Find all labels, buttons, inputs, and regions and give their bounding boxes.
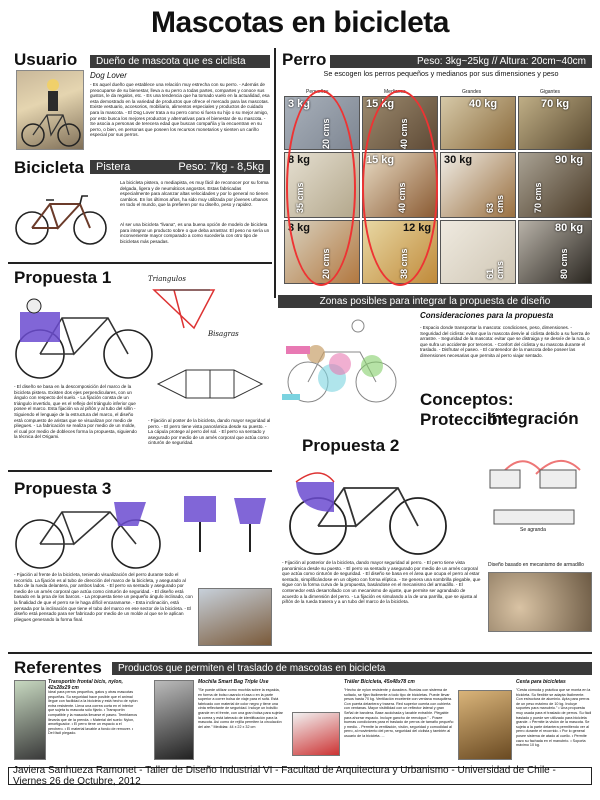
- propuesta3-heading: Propuesta 3: [14, 479, 112, 498]
- divider: [8, 262, 272, 264]
- propuesta3-bike-drawing: [10, 496, 170, 570]
- dog-height: 70 cms: [533, 182, 543, 213]
- footer-text: Javiera Sanhueza Ramonet - Taller de Diseño Industrial VI - Facultad de Arquitectura y Urbanismo - Universidad de Chile - Viernes 26 de Octubre, 2012: [13, 765, 556, 787]
- dog-weight: 80 kg: [555, 222, 584, 234]
- ref-photo-3: [292, 712, 340, 756]
- propuesta2-heading: Propuesta 2: [302, 436, 400, 455]
- zonas-bar-label: Zonas posibles para integrar la propuesta de diseño: [319, 296, 551, 307]
- dog-cell: [518, 220, 592, 284]
- perro-bar-label: Peso: 3kg~25kg // Altura: 20cm~40cm: [417, 56, 586, 67]
- selection-ring-medium: [362, 90, 438, 286]
- dog-weight: 3 kg: [288, 222, 311, 234]
- bicicleta-text-1: La bicicleta pistera, o mediapista, es muy fácil de reconocer por su forma delgada, ligera y de neumáticos angostos. Estas fabricadas especialmente para alcanzar altas velocidades y por lo general no tienen cambios. En los últimos años, ha sido muy utilizada por jóvenes urbanos en todo el mundo, que la prefieren por su diseño, peso y rapidez.: [120, 180, 269, 208]
- propuesta1-text: - El diseño se basa en la descomposición del marco de la bicicleta pistera. Existen dos ejes perpendiculares, con un ángulo con respecto del suelo. - La fijación consta de un triángulo invertido, que es el reflejo del triángulo inferior que posee el marco. Esta fijación va al piñón y al tubo del sillín - Siguiendo el lenguaje de la estructura del marco, el diseño está compuesto de aristas que se visualizan por medio de pliegues. - La fabricación se realiza por medio de un molde, el cual por medio de dobleces forma la propuesta, siguiendo la técnica del Origami.: [14, 384, 137, 440]
- zonas-diagram: [280, 312, 400, 412]
- bicicleta-weight: Peso: 7kg - 8,5kg: [178, 161, 264, 173]
- dog-weight: 70 kg: [541, 98, 570, 110]
- dog-height: 38 cms: [399, 248, 409, 279]
- armadillo-photo: [488, 572, 592, 632]
- consideraciones-text: - Espacio donde transportar la mascota: condiciones, peso, dimensiones. - Seguridad del ciclista: evitar que la mascota desvíe al ciclista debido a su fuerza de arrastre. - Seguridad de la mascota: evitar que se distraiga y se desvíe de la ruta, o que sufra un accidente por terceros. - Confort del ciclista y su mascota durante el traslado. - Disfrutar el paseo. - El contenedor de la mascota debe poseer las dimensiones necesarias que permita al perro viajar sentado.: [420, 325, 590, 358]
- ref-photo-1: [14, 680, 46, 760]
- ref-text-2: "Se puede utilizar como mochila sobre la espalda, en forma de bolso usando el asa o en la parte superior a correr bolsa de viaje para el sofá. Está fabricado con material de color negro y tiene una cinta reflectante de seguridad. Incluye un bolsillo grande en el frente, con una gran bolsa para sujetar la correa y está laterado de identificación para la mascota. Así como de rejilla permiten la circulación del aire." Medidas: 44 x 22 x 32 cm: [198, 688, 283, 729]
- consideraciones-title: Consideraciones para la propuesta: [420, 311, 554, 320]
- propuesta1-bike-drawing: [10, 292, 160, 382]
- referentes-heading: Referentes: [14, 658, 102, 677]
- boat-photo: [198, 588, 272, 646]
- propuesta1-text-2: - Fijación al poster de la bicicleta, dando mayor seguridad al perro. - El perro tiene vista panorámica desde su puesto. - La cápula protege al perro del sol. - El perro va sentado y asegurado por medio de un arnés corporal que actúa como cinturón de seguridad.: [148, 418, 271, 446]
- conceptos-integracion: Integración: [487, 409, 579, 428]
- propuesta3-front-view-2: [228, 486, 272, 556]
- dog-lover-photo: [16, 70, 84, 150]
- dog-weight: 8 kg: [288, 154, 311, 166]
- dog-cell: [518, 152, 592, 218]
- propuesta2-bike-drawing: [280, 460, 460, 560]
- divider: [8, 652, 592, 654]
- molde-pattern: [150, 360, 270, 410]
- dog-cell: [440, 152, 516, 218]
- dog-weight: 30 kg: [444, 154, 473, 166]
- ref-title-4: Cesta para bicicletas: [516, 679, 566, 685]
- bicicleta-text-2: Al ser una bicicleta "livana", es una buena opción de modelo de bicicleta para integrar un producto sobre o que deba arrastrar. El peso no sería un inconveniente mayor comparado a como sucedería con otro tipo de bicicletas más pesadas.: [120, 222, 270, 244]
- usuario-text: - Es aquel dueño que establece una relación muy estrecha con su perro. - Además de preocuparse de su bienestar, lleva a su perro a todas partes, compartes y conoce sus gustos, le da regalos, etc. - Es una tendencia que ha tomado vuelo en la actualidad, esa esta demostrado en la variedad de productos que ofrece el mercado para las mascotas. Existe vestuario, accesorios, mobiliario, alimentos especiales y productos de cuidado para la mascota. - El Dog Lover trata a su perro como si fuera su hijo o su mejor amigo, por esto busca los mejores productos y alternativas para el bienestar de su mascota. - Se asocia a personas de terecera edad que buscan compañía y la encuentran en su perro, o bien, en personas que poseen los recursos monetarios y sienten un cariño especial por sus perros.: [90, 82, 270, 138]
- propuesta1-heading: Propuesta 1: [14, 268, 112, 287]
- ref-title-2: Mochila Smart Bag Triple Use: [198, 679, 269, 685]
- dog-height: 80 cms: [559, 248, 569, 279]
- label-triangulos: Triangulos: [148, 275, 186, 283]
- propuesta3-front-view: [176, 486, 224, 556]
- ref-title-3: Tráiler Bicicleta, 45x48x78 cm: [344, 679, 415, 685]
- dog-cell: [440, 220, 516, 284]
- perro-caption: Se escogen los perros pequeños y medianos por sus dimensiones y peso: [323, 69, 559, 78]
- label-bisagras: Bisagras: [208, 330, 239, 338]
- col-head-pequenos: Pequeños: [306, 89, 329, 95]
- ref-text-4: "Cesta cómoda y práctica que se monta en la bicicleta. Su flexible se adapta fácilmente. Con estructura de aluminio. Apta para perros de un peso máximo de 10 kg. Incluye soportes para manubrio." • Una propuesta muy usada para el traslado de perros. Su fácil traslado y puede ser utilizado para bicicleta grande. • Permite la visión de la mascota. Se sujeta a la parte delantera permitiendo ver al perro durante el recorrido. • Por lo general posee sistema de atado al cuello. • Permite cazo su fachada en el manubrio. • Soporta máximo 10 kg.: [516, 688, 592, 748]
- dog-weight: 15 kg: [366, 154, 395, 166]
- col-head-grandes: Grandes: [462, 89, 482, 95]
- dog-cell: [440, 96, 516, 150]
- col-head-gigantes: Gigantes: [540, 89, 561, 95]
- zonas-bar: [278, 295, 592, 308]
- cyclist-illustration: [17, 71, 85, 151]
- bicicleta-bar: [90, 160, 270, 174]
- dog-weight: 15 kg: [366, 98, 395, 110]
- selection-ring-small: [286, 90, 356, 286]
- dog-height: 40 cms: [399, 118, 409, 149]
- usuario-bar-label: Dueño de mascota que es ciclista: [96, 56, 246, 67]
- ref-text-1: Ideal para perros pequeños, gatos y otras mascotas pequeñas. Su seguridad hace posible que el animal llegue con facilidad a la bicicleta y está hecho de nylon extra resistente. Lleva una correa corta en el interior que sujeta tu mascota sólo fijarlo. • Transportín compatible y la mascota llevarse el paseo. Temblamos llevarla que de la prenda. • Material del suelo: Nylon, amortiguador. • El perro tiene un espacio a el perchero. • El material lavable a fondo de remover. • Del fácil plegado.: [48, 690, 138, 736]
- armadillo-mechanism-diagram: [480, 440, 590, 550]
- dog-weight: 12 kg: [403, 222, 432, 234]
- pistera-bike-illustration: [14, 188, 109, 248]
- dog-weight: 90 kg: [555, 154, 584, 166]
- bicicleta-type: Pistera: [96, 161, 131, 173]
- ref-title-1: Transportín frontal bicis, nylon, 42x28x29 cm: [48, 679, 123, 691]
- perro-bar: [330, 55, 592, 68]
- dog-height: 20 cms: [321, 248, 331, 279]
- dog-weight: 40 kg: [469, 98, 498, 110]
- se-agranda-label: Se agranda: [520, 527, 546, 533]
- propuesta2-text: - Fijación al posterior de la bicicleta, dando mayor seguridad al perro. - El perro tiene vista panorámica desde su puesto. - El perro va sentado y asegurado por medio de un arnés corporal que actúa como cinturón de seguridad. - El diseño se basa en el área que ocupa el perro al estar sentado, simplificándose en un objeto con forma elíptica. - Se genera una sombrilla plegable, que sigue con la forma curva de la propuesta, basándose en el mecanismo del armadillo. - El contenedor está desarrollado con un mecanismo de ajuste, que permite ser agrandado de acuerdo a la dimensión del perro. - La fijación es simulando a la de una parrilla, que se ajusta al piñón de la rueda trasera y a un tubo del marco de la bicicleta.: [282, 560, 481, 605]
- divider: [8, 470, 272, 472]
- dog-weight: 3 kg: [288, 98, 311, 110]
- dog-height: 20 cms: [321, 118, 331, 149]
- dog-height: 63 cms: [485, 194, 505, 213]
- dog-height: 61 cms: [485, 260, 505, 279]
- dog-height: 35 cms: [295, 182, 305, 213]
- propuesta3-text: - Fijación al frente de la bicicleta, teniendo visualización del perro durante todo el recorrido. La fijación es al tubo de dirección del marco de la bicicleta, y asegurado al tubo de la rueda delantera, por ambos lados. - El perro va sentado y asegurado por medio de un arnés corporal que actúa como cinturón de seguridad. - El diseño está basado en la proa de los barcos. - La propuesta tiene un pequeño ángulo inclinado, con la finalidad de que el perro se le haga difícil encaramarse. - Esta inclinación, está pensada por la inclinación que tiene el tubo del marco en ese sector de la bicicleta. - El diseño está pensado para ser fabricado por medio de un molde al que se le aplican pliegues generando la forma final.: [14, 572, 193, 622]
- ref-photo-2: [154, 680, 194, 760]
- usuario-subtitle: Dog Lover: [90, 71, 127, 80]
- footer: [8, 767, 592, 785]
- col-head-medianos: Medianos: [384, 89, 406, 95]
- triangles-diagram: [150, 284, 230, 334]
- ref-text-3: "Hecho de nylon resistente y duradera. Ruedas con sistema de soltado, se fijan fácilmente a todo tipo de bicicletas. Puede llevar pesos hasta 70 kg. Ventilación excelente con ventana mosquitera. Con puerta delantera y trasera. Red superior cuenta con cubierta con ventanas. Mayor visibilidad con un reflector lateral y gran Señal de bandera. Base acolchada y lavable extraíble. Plegable para ahorrar espacio. Incluye gancho de remolque." - Posee buenas condiciones para el traslado de perros de tamaño pequeño y medio. - Permite la ventilación, visión, seguridad y comodidad al perro, al movimiento del perro, seguridad del ciclista y también al usuario de la bicicleta. ...: [344, 688, 454, 738]
- dog-height: 40 cms: [397, 182, 407, 213]
- divider: [274, 48, 276, 298]
- poster-title: Mascotas en bicicleta: [151, 6, 449, 39]
- referentes-bar-label: Productos que permiten el traslado de mascotas en bicicleta: [118, 663, 386, 674]
- referentes-bar: [112, 662, 592, 675]
- dog-cell: [518, 96, 592, 150]
- armadillo-caption: Diseño basado en mecanismo de armadillo: [488, 562, 584, 568]
- conceptos-title: Conceptos: Protección: [420, 390, 514, 429]
- usuario-bar: [90, 55, 270, 68]
- bicicleta-heading: Bicicleta: [14, 158, 84, 177]
- perro-heading: Perro: [282, 50, 327, 69]
- usuario-heading: Usuario: [14, 50, 78, 69]
- ref-photo-4: [458, 690, 512, 760]
